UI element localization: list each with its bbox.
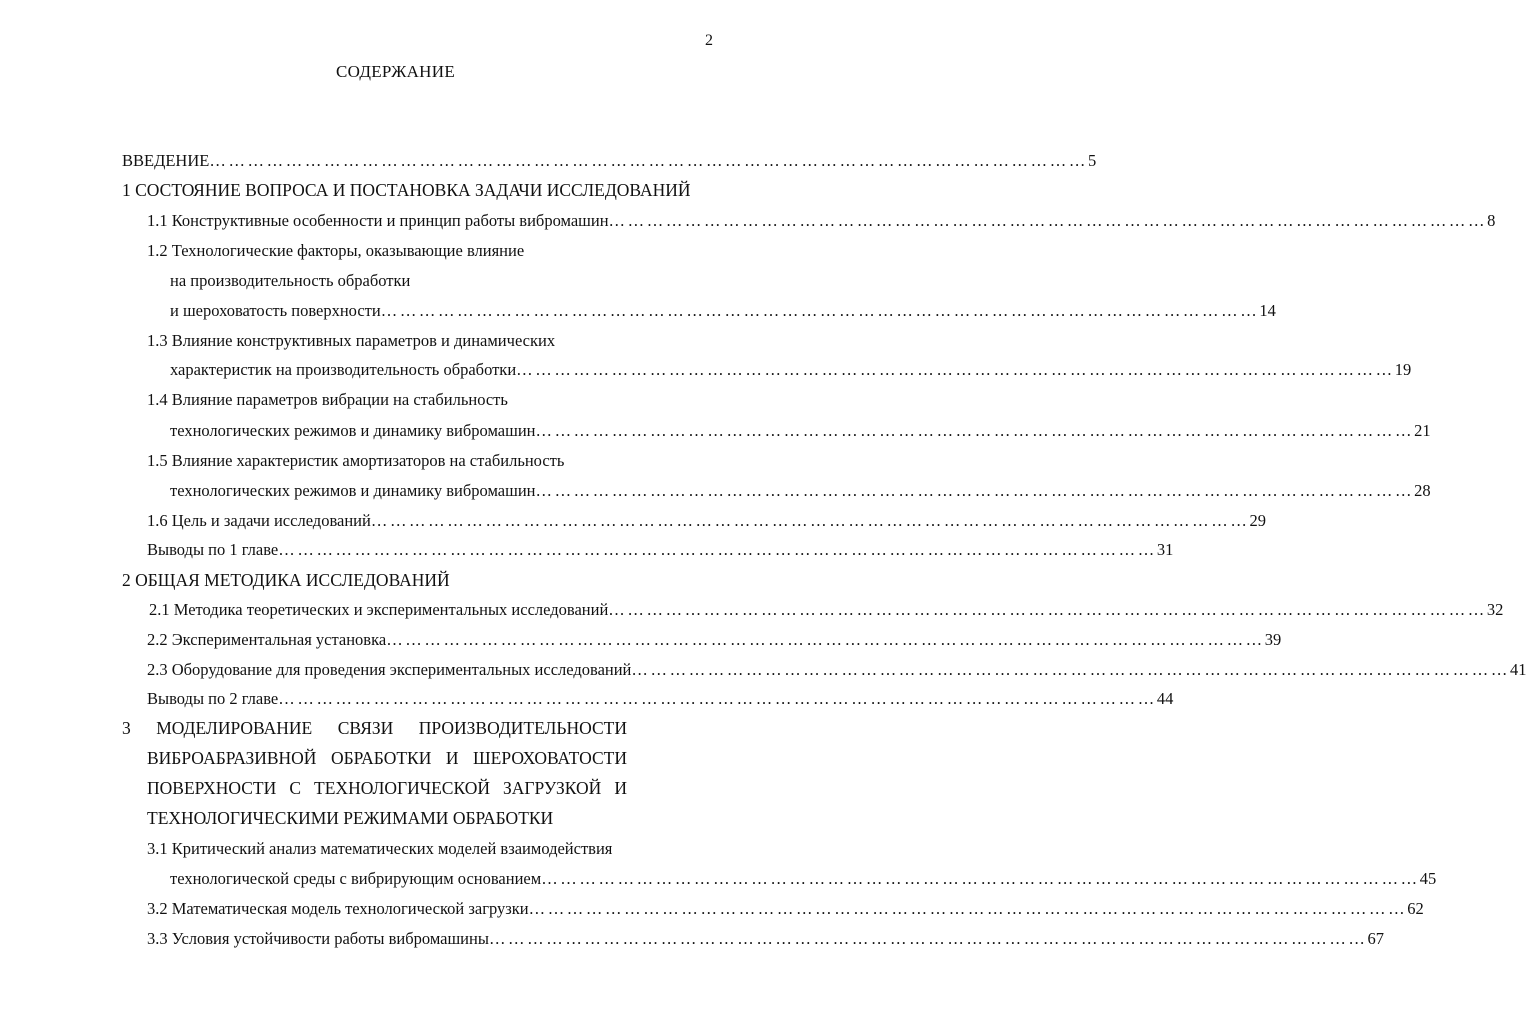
heading-word: 3 xyxy=(122,718,131,738)
toc-entry-1-1 xyxy=(147,211,1496,231)
dot-leader xyxy=(371,511,1250,531)
toc-page: 21 xyxy=(1414,421,1431,440)
toc-page: 31 xyxy=(1156,540,1174,559)
heading-word: ПРОИЗВОДИТЕЛЬНОСТИ xyxy=(418,718,627,738)
toc-entry-1-2-line3 xyxy=(170,301,1276,321)
toc-label: технологических режимов и динамику вибромашин xyxy=(170,421,536,440)
toc-label: 2.3 Оборудование для проведения экспериментальных исследований xyxy=(147,660,632,679)
toc-entry-2-3 xyxy=(147,660,1527,680)
dot-leader xyxy=(535,481,1414,501)
toc-entry-3-2 xyxy=(147,899,1424,919)
heading-word: СВЯЗИ xyxy=(337,718,394,738)
toc-label: 2.1 Методика теоретических и экспериментальных исследований xyxy=(149,600,609,619)
heading-word: ЗАГРУЗКОЙ xyxy=(503,778,602,798)
toc-chapter-3-line3 xyxy=(147,778,627,798)
toc-page: 67 xyxy=(1367,929,1385,948)
heading-word: С xyxy=(289,778,301,798)
toc-page: 45 xyxy=(1419,869,1437,888)
toc-page: 5 xyxy=(1087,151,1097,170)
toc-entry-1-6 xyxy=(147,511,1266,531)
toc-chapter-3-line1 xyxy=(122,718,627,738)
toc-label: 3.2 Математическая модель технологической загрузки xyxy=(147,899,529,918)
dot-leader xyxy=(609,211,1488,231)
dot-leader xyxy=(278,540,1157,560)
toc-entry-1-2-line2: на производительность обработки xyxy=(170,271,411,290)
toc-entry-conclusions-2 xyxy=(147,689,1174,709)
heading-word: МОДЕЛИРОВАНИЕ xyxy=(156,718,313,738)
heading-word: ПОВЕРХНОСТИ xyxy=(147,778,277,798)
toc-label: Выводы по 2 главе xyxy=(147,689,279,708)
heading-word: ВИБРОАБРАЗИВНОЙ xyxy=(147,748,317,768)
dot-leader xyxy=(541,869,1420,889)
toc-entry-1-4-line2 xyxy=(170,421,1431,441)
toc-page: 39 xyxy=(1264,630,1282,649)
toc-label: 3.3 Условия устойчивости работы вибромашины xyxy=(147,929,489,948)
toc-chapter-2: 2 ОБЩАЯ МЕТОДИКА ИССЛЕДОВАНИЙ xyxy=(122,570,450,590)
dot-leader xyxy=(386,630,1265,650)
toc-page: 14 xyxy=(1259,301,1276,320)
dot-leader xyxy=(278,689,1157,709)
toc-page: 29 xyxy=(1249,511,1266,530)
toc-entry-2-1 xyxy=(149,600,1504,620)
toc-entry-3-1-line2 xyxy=(170,869,1437,889)
toc-entry-1-5-line1: 1.5 Влияние характеристик амортизаторов на стабильность xyxy=(147,451,565,470)
heading-word: И xyxy=(445,748,459,768)
heading-word: И xyxy=(614,778,627,798)
toc-label: ВВЕДЕНИЕ xyxy=(122,151,210,170)
toc-entry-2-2 xyxy=(147,630,1282,650)
dot-leader xyxy=(529,899,1408,919)
dot-leader xyxy=(209,151,1088,171)
heading-word: ОБРАБОТКИ xyxy=(330,748,432,768)
toc-entry-1-3-line1: 1.3 Влияние конструктивных параметров и динамических xyxy=(147,331,556,350)
toc-chapter-3-line4: ТЕХНОЛОГИЧЕСКИМИ РЕЖИМАМИ ОБРАБОТКИ xyxy=(147,808,554,828)
toc-label: технологических режимов и динамику вибромашин xyxy=(170,481,536,500)
toc-page: 8 xyxy=(1487,211,1496,230)
toc-chapter-3-line2 xyxy=(147,748,627,768)
toc-entry-3-3 xyxy=(147,929,1385,949)
toc-page: 62 xyxy=(1407,899,1424,918)
toc-entry-1-2-line1: 1.2 Технологические факторы, оказывающие влияние xyxy=(147,241,525,260)
toc-label: характеристик на производительность обработки xyxy=(170,360,517,379)
page-title: СОДЕРЖАНИЕ xyxy=(335,62,456,81)
dot-leader xyxy=(381,301,1260,321)
toc-label: 1.1 Конструктивные особенности и принцип работы вибромашин xyxy=(147,211,609,230)
toc-chapter-1: 1 СОСТОЯНИЕ ВОПРОСА И ПОСТАНОВКА ЗАДАЧИ ИССЛЕДОВАНИЙ xyxy=(122,180,691,200)
toc-page: 41 xyxy=(1510,660,1527,679)
toc-label: технологической среды с вибрирующим основанием xyxy=(170,869,542,888)
toc-entry-1-3-line2 xyxy=(170,360,1412,380)
dot-leader xyxy=(489,929,1368,949)
toc-label: Выводы по 1 главе xyxy=(147,540,279,559)
toc-entry-conclusions-1 xyxy=(147,540,1174,560)
toc-page: 19 xyxy=(1394,360,1412,379)
dot-leader xyxy=(608,600,1487,620)
toc-label: и шероховатость поверхности xyxy=(170,301,381,320)
toc-page: 28 xyxy=(1414,481,1431,500)
heading-word: ТЕХНОЛОГИЧЕСКОЙ xyxy=(314,778,490,798)
toc-entry-1-5-line2 xyxy=(170,481,1431,501)
toc-entry-1-4-line1: 1.4 Влияние параметров вибрации на стабильность xyxy=(147,390,508,409)
page-number: 2 xyxy=(705,32,713,49)
dot-leader xyxy=(535,421,1414,441)
dot-leader xyxy=(516,360,1395,380)
toc-entry-3-1-line1: 3.1 Критический анализ математических моделей взаимодействия xyxy=(147,839,613,858)
toc-label: 1.6 Цель и задачи исследований xyxy=(147,511,371,530)
toc-page: 44 xyxy=(1156,689,1174,708)
toc-label: 2.2 Экспериментальная установка xyxy=(147,630,387,649)
toc-page: 32 xyxy=(1486,600,1504,619)
toc-entry-intro xyxy=(122,151,1097,171)
heading-word: ШЕРОХОВАТОСТИ xyxy=(473,748,627,768)
dot-leader xyxy=(631,660,1510,680)
